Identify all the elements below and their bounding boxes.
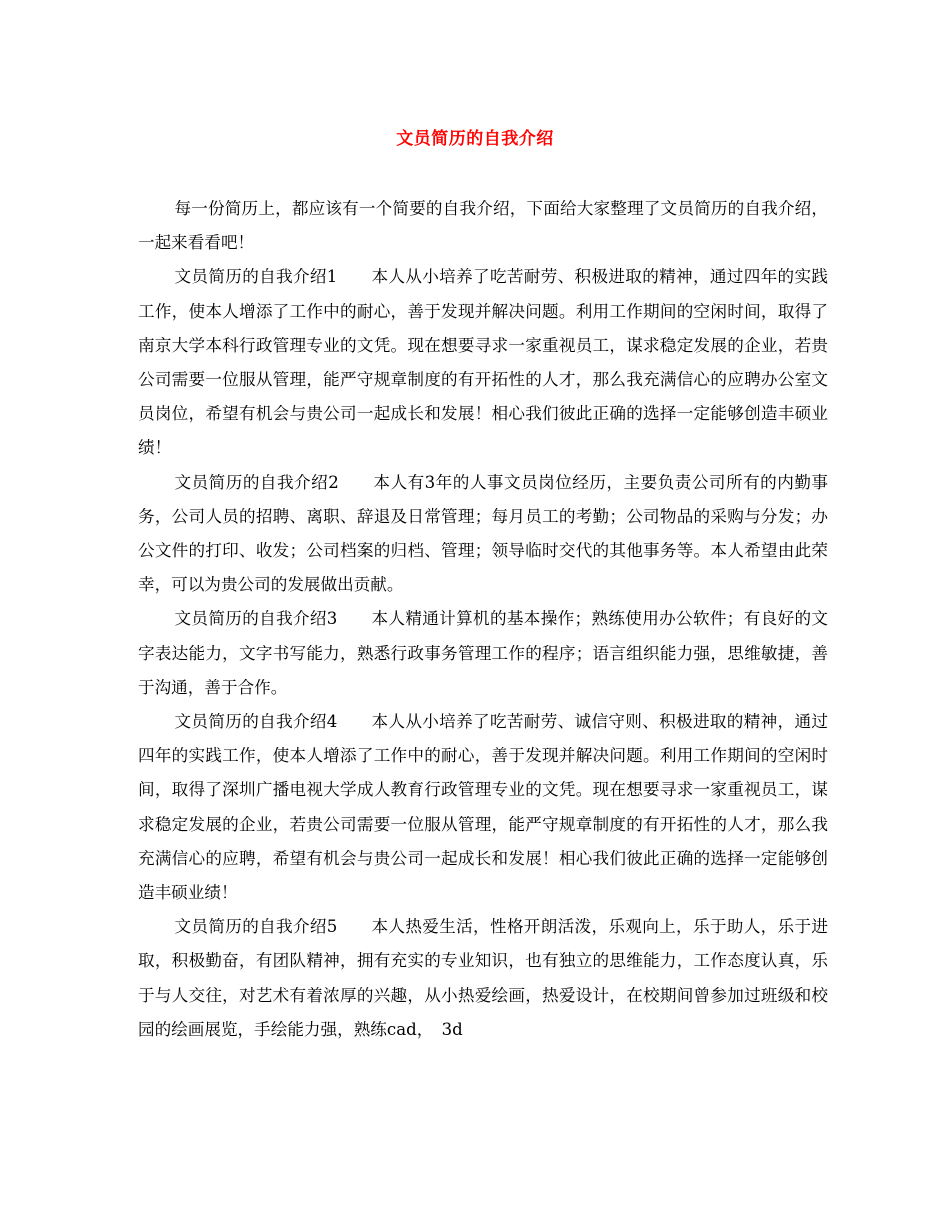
paragraph-intro-3: 文员简历的自我介绍3 本人精通计算机的基本操作；熟练使用办公软件；有良好的文字表达能力，文字书写能力，熟悉行政事务管理工作的程序；语言组织能力强，思维敏捷，善于沟通，善于合作。 [138,609,828,697]
paragraph-intro-5: 文员简历的自我介绍5 本人热爱生活，性格开朗活泼，乐观向上，乐于助人，乐于进取，积极勤奋，有团队精神，拥有充实的专业知识，也有独立的思维能力，工作态度认真，乐于与人交往，对艺术有着浓厚的兴趣，从小热爱绘画，热爱设计，在校期间曾参加过班级和校园的绘画展览，手绘能力强，熟练cad， 3d [138,917,828,1039]
paragraph-intro-2: 文员简历的自我介绍2 本人有3年的人事文员岗位经历，主要负责公司所有的内勤事务，公司人员的招聘、离职、辞退及日常管理；每月员工的考勤；公司物品的采购与分发；办公文件的打印、收发；公司档案的归档、管理；领导临时交代的其他事务等。本人希望由此荣幸，可以为贵公司的发展做出贡献。 [138,472,828,595]
document-title: 文员简历的自我介绍 [396,129,554,149]
document-body [138,192,828,1047]
paragraph-intro: 每一份简历上，都应该有一个简要的自我介绍，下面给大家整理了文员简历的自我介绍，一起来看看吧！ [138,199,828,253]
paragraph-intro-4: 文员简历的自我介绍4 本人从小培养了吃苦耐劳、诚信守则、积极进取的精神，通过四年的实践工作，使本人增添了工作中的耐心，善于发现并解决问题。利用工作期间的空闲时间，取得了深圳广播电视大学成人教育行政管理专业的文凭。现在想要寻求一家重视员工，谋求稳定发展的企业，若贵公司需要一位服从管理，能严守规章制度的有开拓性的人才，那么我充满信心的应聘，希望有机会与贵公司一起成长和发展！相心我们彼此正确的选择一定能够创造丰硕业绩！ [138,712,828,903]
paragraph-intro-1: 文员简历的自我介绍1 本人从小培养了吃苦耐劳、积极进取的精神，通过四年的实践工作，使本人增添了工作中的耐心，善于发现并解决问题。利用工作期间的空闲时间，取得了南京大学本科行政管理专业的文凭。现在想要寻求一家重视员工，谋求稳定发展的企业，若贵公司需要一位服从管理，能严守规章制度的有开拓性的人才，那么我充满信心的应聘办公室文员岗位，希望有机会与贵公司一起成长和发展！相心我们彼此正确的选择一定能够创造丰硕业绩！ [138,267,828,458]
